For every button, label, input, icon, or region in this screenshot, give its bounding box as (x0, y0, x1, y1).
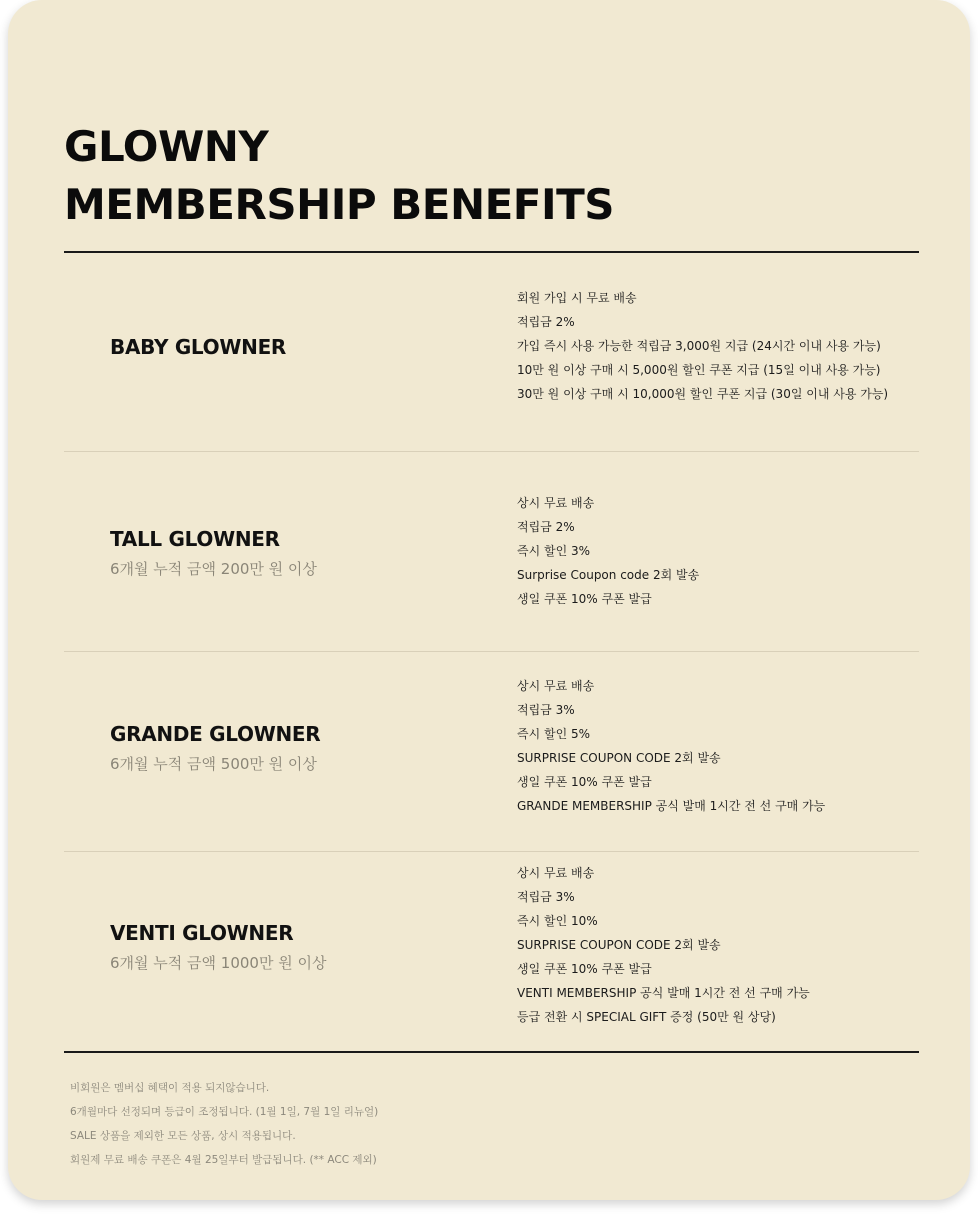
benefit-item: 즉시 할인 5% (517, 727, 591, 741)
note-item: SALE 상품을 제외한 모든 상품, 상시 적용됩니다. (70, 1130, 296, 1142)
benefit-item: 가입 즉시 사용 가능한 적립금 3,000원 지급 (24시간 이내 사용 가능) (517, 339, 881, 353)
benefit-item: GRANDE MEMBERSHIP 공식 발매 1시간 전 선 구매 가능 (517, 799, 826, 813)
benefit-item: 즉시 할인 10% (517, 914, 598, 928)
benefit-item: 생일 쿠폰 10% 쿠폰 발급 (517, 962, 652, 976)
benefit-item: 상시 무료 배송 (517, 866, 595, 880)
page-title (64, 118, 614, 234)
benefit-item: 10만 원 이상 구매 시 5,000원 할인 쿠폰 지급 (15일 이내 사용 가능) (517, 363, 881, 377)
benefit-item: 30만 원 이상 구매 시 10,000원 할인 쿠폰 지급 (30일 이내 사용 가능) (517, 387, 889, 401)
title-line-benefits: MEMBERSHIP BENEFITS (64, 180, 615, 229)
header-divider (64, 251, 919, 253)
title-line-brand: GLOWNY (64, 122, 269, 171)
note-item: 6개월마다 선정되며 등급이 조정됩니다. (1월 1일, 7월 1일 리뉴얼) (70, 1106, 379, 1118)
benefit-item: 적립금 3% (517, 890, 575, 904)
benefit-item: 적립금 2% (517, 520, 575, 534)
tier-divider (64, 651, 919, 652)
tier-condition: 6개월 누적 금액 1000만 원 이상 (110, 954, 327, 972)
tier-condition: 6개월 누적 금액 200만 원 이상 (110, 560, 317, 578)
note-item: 비회원은 멤버십 혜택이 적용 되지않습니다. (70, 1082, 270, 1094)
benefit-item: 생일 쿠폰 10% 쿠폰 발급 (517, 592, 652, 606)
benefit-item: 생일 쿠폰 10% 쿠폰 발급 (517, 775, 652, 789)
tier-name: GRANDE GLOWNER (110, 722, 321, 746)
tier-name: BABY GLOWNER (110, 335, 287, 359)
benefit-list (517, 861, 810, 1029)
tier-name: VENTI GLOWNER (110, 921, 294, 945)
benefit-item: 즉시 할인 3% (517, 544, 591, 558)
benefit-list (517, 491, 699, 611)
tier-divider (64, 851, 919, 852)
footer-divider (64, 1051, 919, 1053)
benefit-item: 적립금 3% (517, 703, 575, 717)
membership-card (8, 0, 970, 1200)
benefit-item: VENTI MEMBERSHIP 공식 발매 1시간 전 선 구매 가능 (517, 986, 810, 1000)
benefit-item: 등급 전환 시 SPECIAL GIFT 증정 (50만 원 상당) (517, 1010, 776, 1024)
benefit-item: SURPRISE COUPON CODE 2회 발송 (517, 938, 721, 952)
tier-condition: 6개월 누적 금액 500만 원 이상 (110, 755, 317, 773)
tier-name: TALL GLOWNER (110, 527, 280, 551)
membership-notes (70, 1076, 378, 1172)
benefit-item: 상시 무료 배송 (517, 496, 595, 510)
benefit-item: SURPRISE COUPON CODE 2회 발송 (517, 751, 721, 765)
benefit-item: 상시 무료 배송 (517, 679, 595, 693)
benefit-item: 회원 가입 시 무료 배송 (517, 291, 637, 305)
benefit-list (517, 286, 888, 406)
note-item: 회원제 무료 배송 쿠폰은 4월 25일부터 발급됩니다. (** ACC 제외) (70, 1154, 377, 1166)
benefit-list (517, 674, 825, 818)
benefit-item: 적립금 2% (517, 315, 575, 329)
benefit-item: Surprise Coupon code 2회 발송 (517, 568, 700, 582)
tier-divider (64, 451, 919, 452)
